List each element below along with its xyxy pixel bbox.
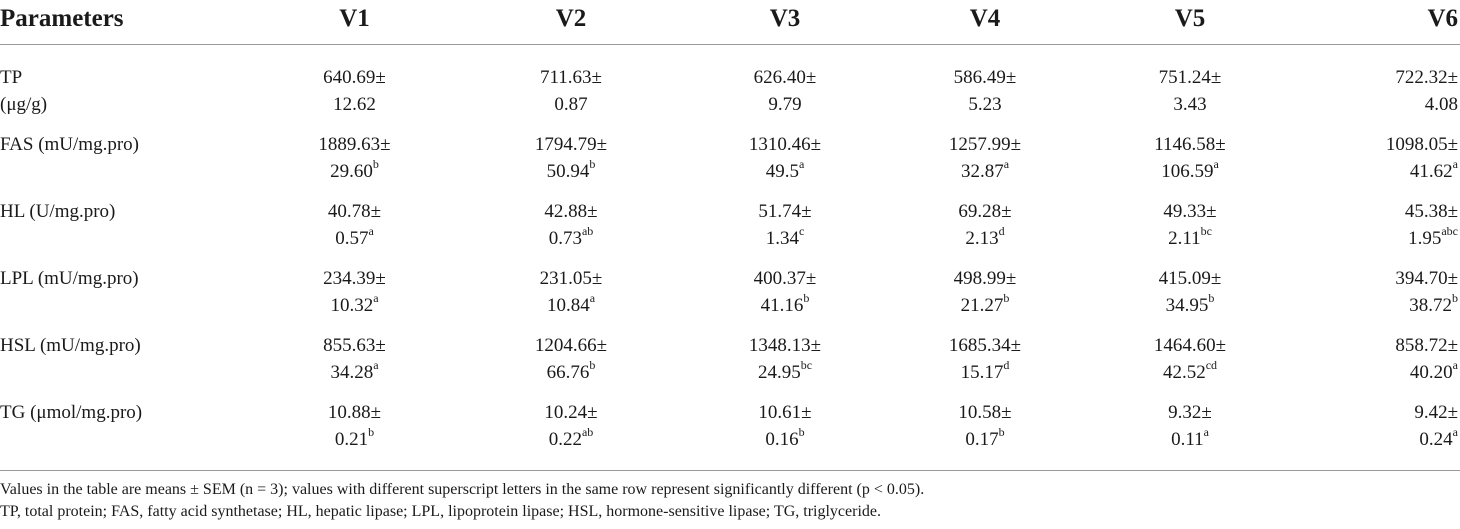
- sem-value: 1.95: [1408, 227, 1442, 249]
- value-cell-v6: [1295, 332, 1460, 399]
- value-cell-v1: [252, 265, 457, 332]
- significance-superscript: a: [1203, 425, 1209, 440]
- sem-value: 2.13: [965, 227, 999, 249]
- sem-line: [1295, 426, 1458, 453]
- significance-superscript: b: [372, 157, 379, 172]
- sem-line: [1295, 359, 1458, 386]
- table-header: [0, 0, 1460, 45]
- significance-superscript: d: [1003, 358, 1010, 373]
- mean-value: 640.69±: [323, 67, 386, 88]
- mean-value: 10.24±: [544, 401, 598, 423]
- sem-value: 4.08: [1424, 94, 1458, 115]
- mean-value: 415.09±: [1158, 267, 1222, 289]
- significance-superscript: a: [1452, 358, 1458, 373]
- significance-superscript: b: [998, 425, 1005, 440]
- sem-value: 2.11: [1168, 227, 1201, 249]
- parameter-cell: [0, 265, 252, 332]
- sem-line: [1085, 225, 1295, 252]
- significance-superscript: b: [368, 425, 375, 440]
- mean-value: 1348.13±: [748, 334, 822, 356]
- value-cell-v5: [1085, 45, 1295, 131]
- mean-value: 751.24±: [1158, 67, 1222, 88]
- mean-value: 42.88±: [544, 200, 598, 222]
- value-cell-v4: [885, 399, 1085, 466]
- sem-line: [252, 426, 457, 453]
- value-cell-v6: [1295, 198, 1460, 265]
- value-cell-v6: [1295, 265, 1460, 332]
- sem-line: [1295, 91, 1458, 118]
- mean-value: 1794.79±: [534, 133, 608, 155]
- sem-value: 29.60: [330, 160, 373, 182]
- sem-value: 106.59: [1161, 160, 1214, 182]
- significance-superscript: a: [373, 358, 379, 373]
- sem-line: [885, 225, 1085, 252]
- sem-line: [252, 359, 457, 386]
- column-header-v6: V6: [1295, 0, 1460, 45]
- significance-superscript: bc: [1200, 224, 1212, 239]
- value-cell-v2: [457, 332, 685, 399]
- significance-superscript: ab: [581, 224, 594, 239]
- mean-value: 498.99±: [953, 267, 1017, 289]
- mean-value: 45.38±: [1404, 200, 1458, 222]
- parameter-name: LPL (mU/mg.pro): [0, 267, 139, 289]
- significance-superscript: ab: [581, 425, 594, 440]
- mean-value: 1310.46±: [748, 133, 822, 155]
- sem-value: 49.5: [765, 160, 799, 182]
- column-header-v1: V1: [252, 0, 457, 45]
- mean-value: 1146.58±: [1154, 133, 1226, 155]
- table-row: [0, 332, 1460, 399]
- column-header-parameters: Parameters: [0, 0, 252, 45]
- sem-line: [885, 91, 1085, 118]
- parameter-name: HL (U/mg.pro): [0, 200, 116, 222]
- sem-line: [685, 158, 885, 185]
- sem-line: [457, 292, 685, 319]
- sem-line: [685, 426, 885, 453]
- column-header-v3: V3: [685, 0, 885, 45]
- sem-line: [1295, 158, 1458, 185]
- significance-superscript: bc: [800, 358, 813, 373]
- mean-value: 394.70±: [1395, 267, 1458, 289]
- significance-superscript: a: [1213, 157, 1219, 172]
- sem-line: [885, 158, 1085, 185]
- mean-value: 9.42±: [1414, 401, 1458, 423]
- column-header-v4: V4: [885, 0, 1085, 45]
- value-cell-v3: [685, 332, 885, 399]
- significance-superscript: a: [1003, 157, 1010, 172]
- significance-superscript: a: [1452, 157, 1458, 172]
- mean-value: 722.32±: [1395, 67, 1458, 88]
- value-cell-v3: [685, 399, 885, 466]
- sem-line: [685, 359, 885, 386]
- sem-value: 0.17: [965, 428, 999, 450]
- value-cell-v3: [685, 265, 885, 332]
- sem-line: [685, 91, 885, 118]
- value-cell-v4: [885, 265, 1085, 332]
- mean-value: 711.63±: [540, 67, 602, 88]
- sem-value: 50.94: [546, 160, 590, 182]
- significance-superscript: b: [803, 291, 810, 306]
- value-cell-v5: [1085, 399, 1295, 466]
- mean-value: 10.88±: [327, 401, 382, 423]
- sem-value: 0.57: [335, 227, 369, 249]
- significance-superscript: c: [798, 224, 805, 239]
- sem-value: 38.72: [1409, 294, 1452, 316]
- sem-value: 5.23: [968, 94, 1002, 115]
- significance-superscript: a: [368, 224, 374, 239]
- significance-superscript: a: [373, 291, 379, 306]
- sem-line: [1295, 292, 1458, 319]
- mean-value: 1464.60±: [1153, 334, 1227, 356]
- mean-value: 1098.05±: [1385, 133, 1458, 155]
- sem-value: 66.76: [546, 361, 590, 383]
- sem-value: 0.11: [1171, 428, 1204, 450]
- sem-value: 10.32: [330, 294, 374, 316]
- significance-superscript: a: [589, 291, 596, 306]
- significance-superscript: b: [589, 157, 596, 172]
- sem-line: [1085, 426, 1295, 453]
- significance-superscript: a: [798, 157, 805, 172]
- sem-line: [252, 91, 457, 118]
- value-cell-v2: [457, 131, 685, 198]
- mean-value: 69.28±: [958, 200, 1012, 222]
- significance-superscript: abc: [1441, 224, 1458, 239]
- value-cell-v5: [1085, 198, 1295, 265]
- mean-value: 1889.63±: [318, 133, 391, 155]
- sem-value: 34.28: [330, 361, 374, 383]
- mean-value: 10.58±: [958, 401, 1012, 423]
- mean-value: 626.40±: [753, 67, 817, 88]
- mean-value: 858.72±: [1395, 334, 1458, 356]
- table-footnotes: [0, 479, 1460, 523]
- sem-line: [252, 158, 457, 185]
- value-cell-v6: [1295, 45, 1460, 131]
- mean-value: 51.74±: [758, 200, 812, 222]
- significance-superscript: cd: [1205, 358, 1218, 373]
- sem-value: 32.87: [960, 160, 1004, 182]
- mean-value: 586.49±: [953, 67, 1017, 88]
- value-cell-v5: [1085, 332, 1295, 399]
- mean-value: 1204.66±: [534, 334, 608, 356]
- parameter-cell: [0, 198, 252, 265]
- value-cell-v3: [685, 45, 885, 131]
- sem-value: 15.17: [960, 361, 1004, 383]
- value-cell-v4: [885, 198, 1085, 265]
- value-cell-v1: [252, 131, 457, 198]
- parameter-cell: [0, 399, 252, 466]
- value-cell-v3: [685, 131, 885, 198]
- table-body: [0, 45, 1460, 466]
- sem-value: 21.27: [960, 294, 1004, 316]
- value-cell-v5: [1085, 131, 1295, 198]
- value-cell-v4: [885, 332, 1085, 399]
- table-bottom-rule: [0, 470, 1460, 471]
- sem-value: 41.62: [1409, 160, 1453, 182]
- sem-value: 0.21: [334, 428, 369, 450]
- significance-superscript: b: [798, 425, 805, 440]
- value-cell-v2: [457, 45, 685, 131]
- mean-value: 855.63±: [323, 334, 386, 356]
- parameter-cell: [0, 332, 252, 399]
- sem-line: [457, 359, 685, 386]
- column-header-v2: V2: [457, 0, 685, 45]
- header-row: [0, 0, 1460, 45]
- sem-line: [252, 292, 457, 319]
- sem-value: 12.62: [333, 94, 376, 115]
- value-cell-v5: [1085, 265, 1295, 332]
- sem-value: 41.16: [760, 294, 804, 316]
- sem-line: [457, 426, 685, 453]
- significance-superscript: b: [1208, 291, 1215, 306]
- sem-value: 42.52: [1162, 361, 1206, 383]
- parameter-name: FAS (mU/mg.pro): [0, 133, 139, 155]
- mean-value: 400.37±: [753, 267, 817, 289]
- table-row: [0, 45, 1460, 131]
- footnote-statistics: Values in the table are means ± SEM (n = 3); values with different superscript letters in the same row represent significantly different (p < 0.05).: [0, 481, 925, 498]
- mean-value: 9.32±: [1168, 401, 1212, 423]
- sem-line: [685, 225, 885, 252]
- value-cell-v2: [457, 399, 685, 466]
- column-header-v5: V5: [1085, 0, 1295, 45]
- value-cell-v6: [1295, 399, 1460, 466]
- parameter-unit: (μg/g): [0, 94, 48, 115]
- value-cell-v2: [457, 198, 685, 265]
- value-cell-v6: [1295, 131, 1460, 198]
- parameter-name: TG (μmol/mg.pro): [0, 401, 143, 423]
- table-row: [0, 399, 1460, 466]
- sem-line: [457, 91, 685, 118]
- mean-value: 49.33±: [1163, 200, 1217, 222]
- sem-value: 3.43: [1173, 94, 1207, 115]
- sem-line: [1085, 292, 1295, 319]
- sem-line: [1295, 225, 1458, 252]
- sem-line: [457, 158, 685, 185]
- value-cell-v4: [885, 45, 1085, 131]
- sem-line: [252, 225, 457, 252]
- value-cell-v1: [252, 198, 457, 265]
- mean-value: 40.78±: [327, 200, 382, 222]
- sem-value: 24.95: [757, 361, 801, 383]
- table-row: [0, 198, 1460, 265]
- mean-value: 234.39±: [323, 267, 386, 289]
- parameter-cell: [0, 131, 252, 198]
- parameter-name: TP: [0, 67, 23, 88]
- significance-superscript: b: [1452, 291, 1458, 306]
- sem-value: 0.24: [1419, 428, 1453, 450]
- sem-line: [1085, 158, 1295, 185]
- mean-value: 1257.99±: [948, 133, 1022, 155]
- sem-value: 1.34: [765, 227, 799, 249]
- value-cell-v1: [252, 399, 457, 466]
- significance-superscript: b: [1003, 291, 1010, 306]
- table-row: [0, 265, 1460, 332]
- parameter-cell: [0, 45, 252, 131]
- significance-superscript: a: [1452, 425, 1458, 440]
- value-cell-v3: [685, 198, 885, 265]
- value-cell-v2: [457, 265, 685, 332]
- sem-line: [457, 225, 685, 252]
- sem-value: 40.20: [1409, 361, 1453, 383]
- sem-value: 0.16: [765, 428, 799, 450]
- sem-value: 34.95: [1165, 294, 1209, 316]
- sem-line: [885, 359, 1085, 386]
- sem-value: 0.87: [554, 94, 588, 115]
- mean-value: 1685.34±: [948, 334, 1022, 356]
- sem-line: [885, 426, 1085, 453]
- value-cell-v1: [252, 332, 457, 399]
- sem-line: [685, 292, 885, 319]
- mean-value: 231.05±: [539, 267, 603, 289]
- footnote-abbreviations: TP, total protein; FAS, fatty acid synthetase; HL, hepatic lipase; LPL, lipoprotein lipase; HSL, hormone-sensitive lipase; TG, triglyceride.: [0, 503, 882, 520]
- significance-superscript: d: [998, 224, 1005, 239]
- sem-value: 0.73: [548, 227, 582, 249]
- sem-line: [1085, 359, 1295, 386]
- parameter-name: HSL (mU/mg.pro): [0, 334, 141, 356]
- value-cell-v4: [885, 131, 1085, 198]
- table-row: [0, 131, 1460, 198]
- sem-line: [1085, 91, 1295, 118]
- sem-value: 0.22: [548, 428, 582, 450]
- sem-value: 10.84: [546, 294, 590, 316]
- mean-value: 10.61±: [758, 401, 812, 423]
- significance-superscript: b: [589, 358, 596, 373]
- value-cell-v1: [252, 45, 457, 131]
- sem-line: [885, 292, 1085, 319]
- sem-value: 9.79: [768, 94, 802, 115]
